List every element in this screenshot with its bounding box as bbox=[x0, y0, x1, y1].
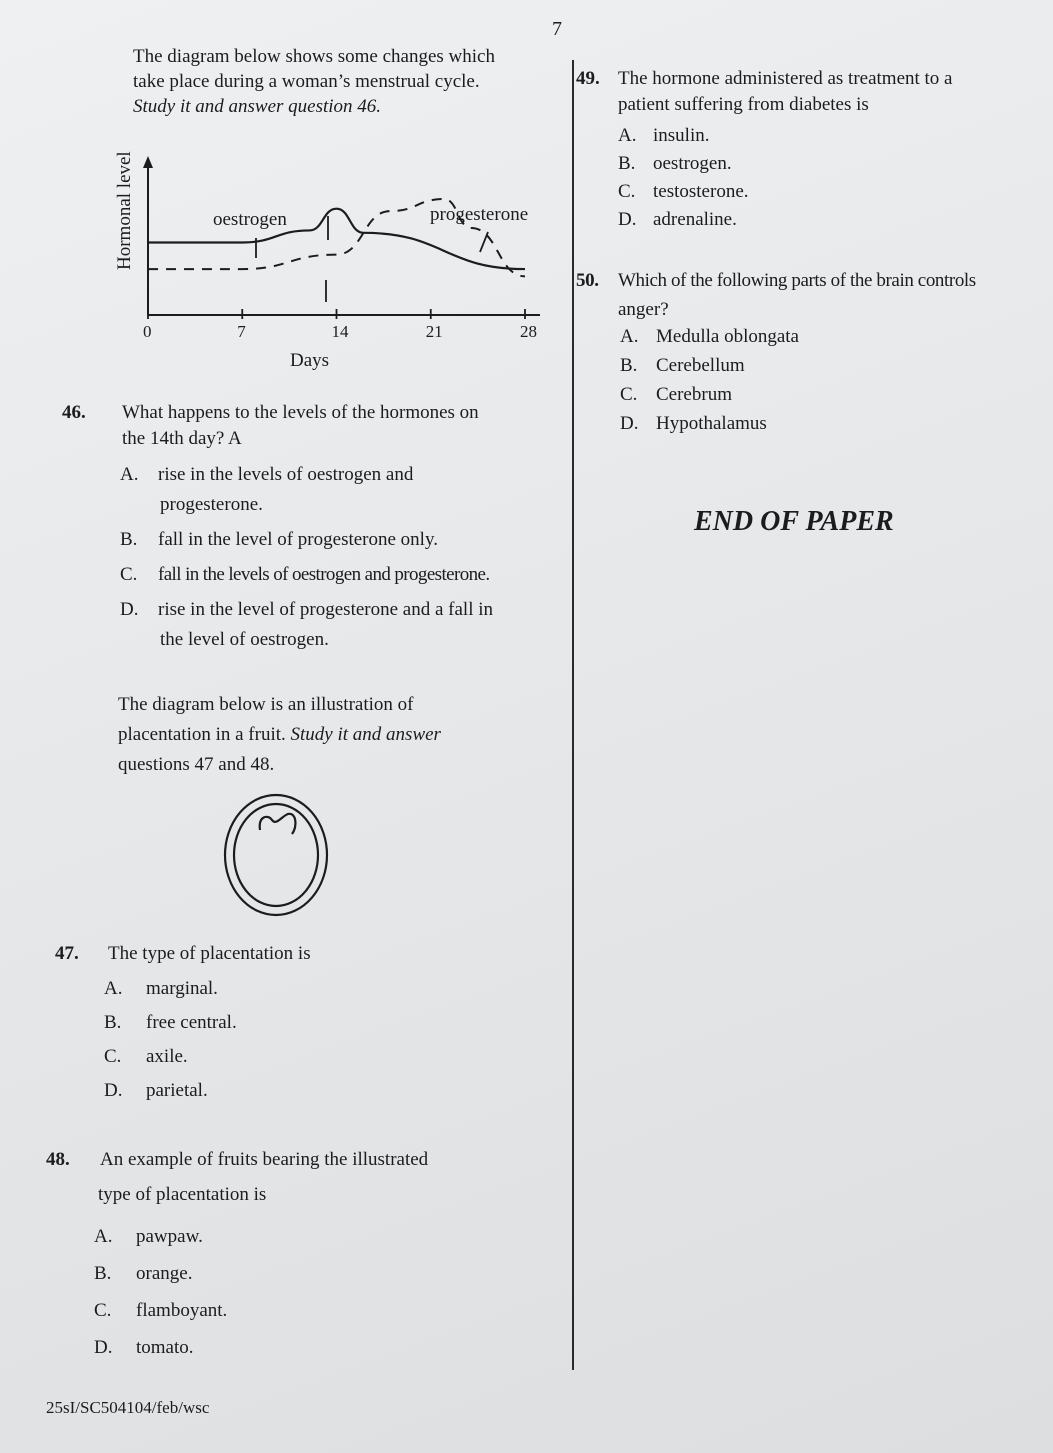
intro-47-line3: questions 47 and 48. bbox=[118, 754, 275, 775]
progesterone-series-label: progesterone bbox=[430, 204, 529, 225]
question-50 bbox=[576, 266, 1046, 324]
q47-number: 47. bbox=[55, 943, 79, 964]
q46-option-a-cont: progesterone. bbox=[160, 494, 263, 515]
q50-stem-line1: Which of the following parts of the brain controls bbox=[618, 270, 976, 291]
hormone-chart bbox=[100, 150, 560, 380]
q48-stem-line2: type of placentation is bbox=[98, 1184, 267, 1205]
x-axis-label: Days bbox=[290, 350, 330, 371]
q46-number: 46. bbox=[62, 402, 86, 423]
question-49 bbox=[576, 66, 1036, 118]
q50-option-c[interactable]: C. Cerebrum bbox=[620, 384, 732, 405]
q49-stem-line1: The hormone administered as treatment to a bbox=[618, 68, 953, 89]
q46-options bbox=[120, 460, 560, 655]
intro-46-line2: take place during a woman’s menstrual cycle. bbox=[133, 71, 480, 92]
q48-option-a[interactable]: A. pawpaw. bbox=[94, 1226, 203, 1247]
page-number: 7 bbox=[552, 18, 562, 40]
q48-options bbox=[94, 1218, 394, 1366]
q50-stem-line2: anger? bbox=[618, 299, 669, 320]
q49-number: 49. bbox=[576, 68, 600, 89]
progesterone-pointer bbox=[480, 232, 488, 252]
y-axis-label: Hormonal level bbox=[114, 151, 135, 270]
q46-option-c[interactable]: C. fall in the levels of oestrogen and progesterone. bbox=[120, 564, 490, 585]
q48-option-b[interactable]: B. orange. bbox=[94, 1263, 193, 1284]
q50-number: 50. bbox=[576, 270, 599, 291]
x-tick-label-14: 14 bbox=[331, 322, 349, 341]
end-of-paper: END OF PAPER bbox=[694, 506, 894, 537]
question-48 bbox=[46, 1142, 556, 1212]
q46-stem-line2: the 14th day? A bbox=[122, 428, 242, 449]
q50-option-a[interactable]: A. Medulla oblongata bbox=[620, 326, 799, 347]
intro-47-line1: The diagram below is an illustration of bbox=[118, 694, 414, 715]
intro-47-line2: placentation in a fruit. bbox=[118, 724, 291, 745]
x-tick-label-0: 0 bbox=[143, 322, 152, 341]
q47-options bbox=[104, 972, 404, 1108]
intro-46 bbox=[133, 44, 563, 119]
intro-46-line1: The diagram below shows some changes which bbox=[133, 46, 495, 67]
q46-option-b[interactable]: B. fall in the level of progesterone only. bbox=[120, 529, 438, 550]
q49-options bbox=[618, 122, 918, 234]
q49-option-a[interactable]: A. insulin. bbox=[618, 125, 710, 146]
x-ticks bbox=[143, 309, 537, 341]
q49-stem-line2: patient suffering from diabetes is bbox=[618, 94, 869, 115]
q46-option-a[interactable]: A. rise in the levels of oestrogen and bbox=[120, 464, 414, 485]
q47-option-b[interactable]: B. free central. bbox=[104, 1012, 237, 1033]
placentation-diagram bbox=[210, 790, 350, 930]
q50-options bbox=[620, 322, 920, 438]
q48-option-c[interactable]: C. flamboyant. bbox=[94, 1300, 228, 1321]
q47-stem: The type of placentation is bbox=[108, 943, 311, 964]
intro-47-line2-italic: Study it and answer bbox=[290, 724, 441, 745]
q46-option-d-cont: the level of oestrogen. bbox=[160, 629, 329, 650]
q47-option-a[interactable]: A. marginal. bbox=[104, 978, 218, 999]
intro-47 bbox=[118, 690, 558, 780]
q48-stem-line1: An example of fruits bearing the illustrated bbox=[100, 1149, 429, 1170]
q48-number: 48. bbox=[46, 1149, 70, 1170]
q50-option-d[interactable]: D. Hypothalamus bbox=[620, 413, 767, 434]
q48-option-d[interactable]: D. tomato. bbox=[94, 1337, 194, 1358]
oestrogen-series-label: oestrogen bbox=[213, 209, 287, 230]
y-axis-arrow bbox=[143, 156, 153, 168]
q49-option-b[interactable]: B. oestrogen. bbox=[618, 153, 732, 174]
column-divider bbox=[572, 60, 574, 1370]
q50-option-b[interactable]: B. Cerebellum bbox=[620, 355, 745, 376]
q46-option-d[interactable]: D. rise in the level of progesterone and a fall in bbox=[120, 599, 494, 620]
placenta-s-shape bbox=[260, 814, 296, 834]
question-47 bbox=[55, 939, 555, 969]
x-tick-label-28: 28 bbox=[520, 322, 537, 341]
q49-option-d[interactable]: D. adrenaline. bbox=[618, 209, 737, 230]
q49-option-c[interactable]: C. testosterone. bbox=[618, 181, 749, 202]
footer-code: 25sI/SC504104/feb/wsc bbox=[46, 1398, 210, 1417]
q47-option-c[interactable]: C. axile. bbox=[104, 1046, 188, 1067]
q46-stem-line1: What happens to the levels of the hormones on bbox=[122, 402, 479, 423]
question-46 bbox=[62, 398, 562, 454]
x-tick-label-7: 7 bbox=[237, 322, 246, 341]
intro-46-line3: Study it and answer question 46. bbox=[133, 96, 382, 117]
q47-option-d[interactable]: D. parietal. bbox=[104, 1080, 208, 1101]
x-tick-label-21: 21 bbox=[425, 322, 443, 341]
